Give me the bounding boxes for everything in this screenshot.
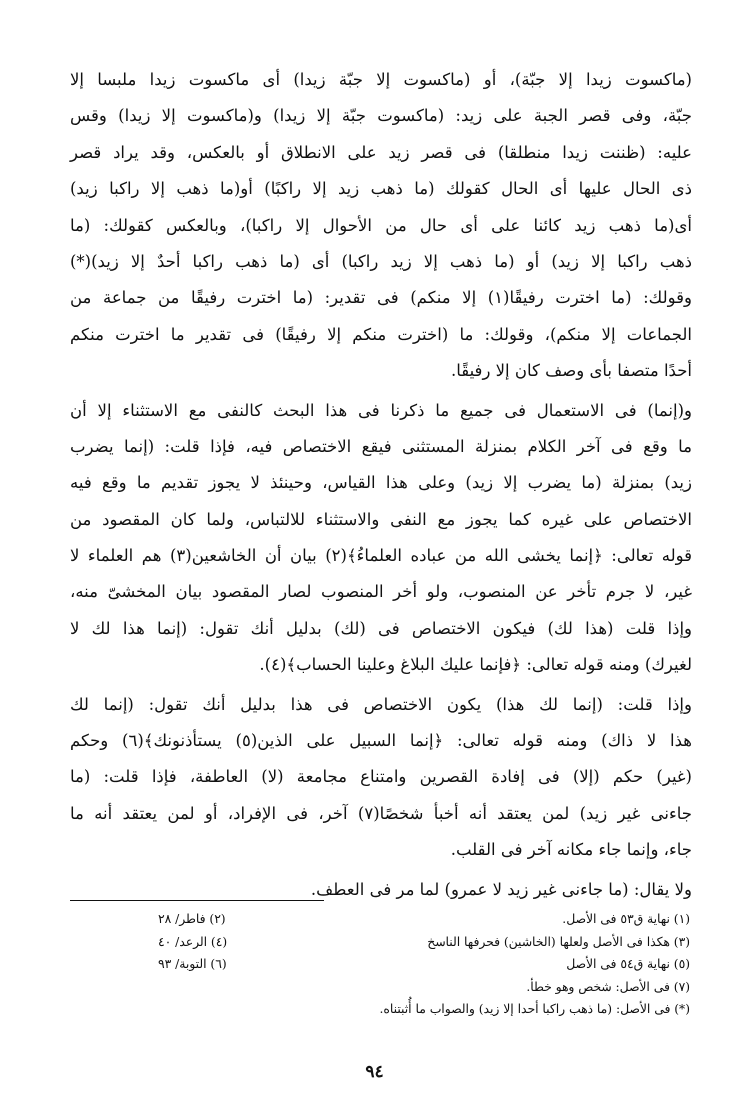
- text-line: ذى الحال عليها أى الحال كقولك (ما ذهب زيد إلا راكبًا) أو(ما ذهب إلا راكبا زيد): [70, 179, 692, 199]
- footnote-row: [70, 908, 690, 931]
- text-line: جبّة، وفى قصر الجبة على زيد: (ماكسوت جبّة إلا زيدا) و(ماكسوت إلا زيدا) وقس: [70, 106, 692, 126]
- text-line: جاء، وإنما جاء مكانه آخر فى القلب.: [450, 840, 692, 860]
- text-line: و(إنما) فى الاستعمال فى جميع ما ذكرنا فى هذا البحث كالنفى مع الاستثناء إلا أن: [70, 400, 692, 420]
- footnote: (٦) التوبة/ ٩٣: [158, 957, 227, 971]
- text-line: قوله تعالى: ﴿إنما يخشى الله من عباده العلماءُ﴾(٢) بيان أن الخاشعين(٣) هم العلماء لا: [70, 546, 693, 566]
- footnote: (٢) فاطر/ ٢٨: [158, 912, 226, 926]
- text-line: الجماعات إلا منكم)، وقولك: ما (اخترت منكم إلا رفيقًا) فى تقدير ما اخترت منكم: [70, 324, 692, 344]
- footnote: (*) فى الأصل: (ما ذهب راكبا أحدا إلا زيد) والصواب ما أُثبتناه.: [379, 1002, 690, 1016]
- paragraph-3: [70, 687, 692, 869]
- footnote-divider: [70, 900, 324, 901]
- footnote: (٧) فى الأصل: شخص وهو خطأ.: [526, 979, 690, 994]
- footnote: (٣) هكذا فى الأصل ولعلها (الخاشين) فحرفها الناسخ: [427, 934, 690, 949]
- main-text: [70, 62, 692, 908]
- text-line: ما وقع فى آخر الكلام بمنزلة المستثنى فيقع الاختصاص فيه، فإذا قلت: (إنما يضرب: [70, 436, 693, 456]
- text-line: أى(ما ذهب زيد كائنا على أى حال من الأحوال إلا راكبا)، وبالعكس كقولك: (ما: [70, 215, 692, 235]
- footnote-row: [70, 976, 690, 999]
- text-line: لغيرك) ومنه قوله تعالى: ﴿فإنما عليك البلاغ وعلينا الحساب﴾(٤).: [259, 655, 692, 675]
- footnote: (٥) نهاية ق٥٤ فى الأصل: [566, 957, 690, 971]
- text-line: وإذا قلت (هذا لك) فيكون الاختصاص فى (لك) بدليل أنك تقول: (إنما هذا لك لا: [70, 618, 692, 638]
- text-line: الاختصاص على غيره كما يجوز مع النفى والاستثناء للالتباس، ولما كان المقصود من: [70, 509, 692, 529]
- footnote-row: [70, 998, 690, 1021]
- text-line: عليه: (ظننت زيدا منطلقا) فى قصر زيد على الانطلاق أو بالعكس، وقد يراد قصر: [70, 142, 692, 162]
- text-line: ولا يقال: (ما جاءنى غير زيد لا عمرو) لما مر فى العطف.: [310, 879, 692, 899]
- footnote-row: [70, 953, 690, 976]
- text-line: وإذا قلت: (إنما لك هذا) يكون الاختصاص فى هذا بدليل أنك تقول: (إنما لك: [70, 694, 692, 714]
- text-line: ذهب راكبا إلا زيد) أو (ما ذهب إلا زيد راكبا) أى (ما ذهب راكبا أحدٌ إلا زيد)(*): [70, 251, 692, 271]
- footnote-row: [70, 931, 690, 954]
- text-line: (ماكسوت زيدا إلا جبّة)، أو (ماكسوت إلا جبّة زيدا) أى ماكسوت زيدا ملبسا إلا: [70, 70, 692, 89]
- text-line: زيد) بمنزلة (ما يضرب إلا زيد) وعلى هذا القياس، وحينئذ لا يجوز تقديم ما وقع فيه: [70, 473, 692, 493]
- text-line: (غير) حكم (إلا) فى إفادة القصرين وامتناع مجامعة (لا) العاطفة، فإذا قلت: (ما: [70, 767, 692, 787]
- footnotes: [70, 908, 690, 1021]
- page-number: ٩٤: [365, 1062, 384, 1082]
- paragraph-2: [70, 393, 692, 684]
- text-line: وقولك: (ما اخترت رفيقًا(١) إلا منكم) فى تقدير: (ما اخترت رفيقًا من جماعة من: [70, 288, 692, 308]
- text-line: هذا لا ذاك) ومنه قوله تعالى: ﴿إنما السبيل على الذين(٥) يستأذنونك﴾(٦) وحكم: [70, 731, 692, 751]
- text-line: غير، لا جرم تأخر عن المنصوب، ولو أخر المنصوب لصار المقصود بيان المخشىّ منه،: [70, 582, 692, 602]
- footnote: (١) نهاية ق٥٣ فى الأصل.: [562, 912, 690, 926]
- text-line: أحدًا متصفا بأى وصف كان إلا رفيقًا.: [450, 361, 692, 381]
- footnote: (٤) الرعد/ ٤٠: [158, 934, 228, 949]
- paragraph-4: [70, 872, 692, 908]
- paragraph-1: [70, 62, 692, 390]
- text-line: جاءنى غير زيد) لمن يعتقد أنه أخبأ شخصًا(٧) آخر، فى الإفراد، أو لمن يعتقد أنه ما: [70, 803, 692, 823]
